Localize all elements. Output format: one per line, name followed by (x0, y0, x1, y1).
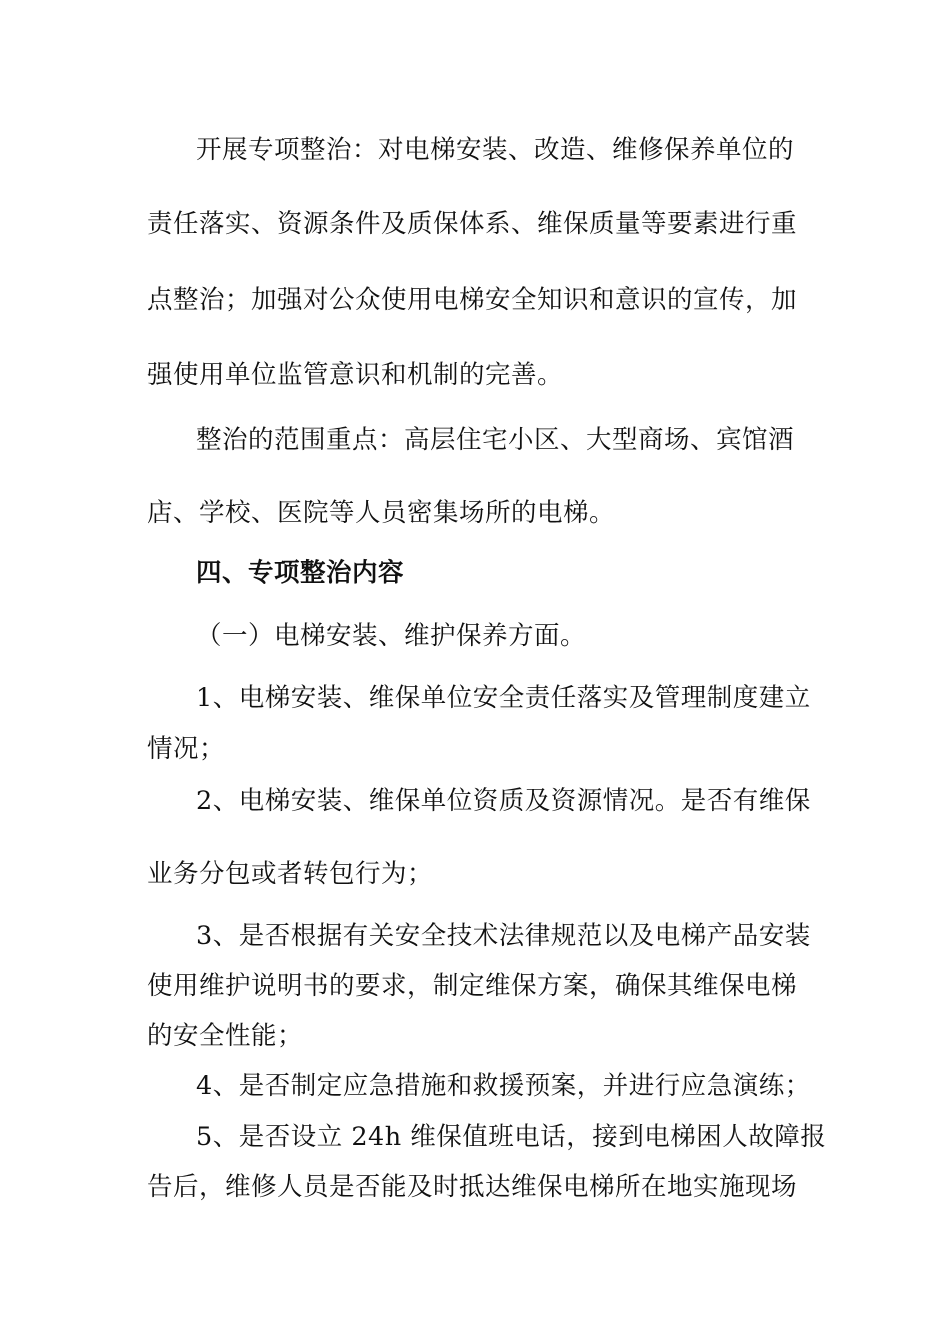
list-item-line: 5、是否设立 24h 维保值班电话，接到电梯困人故障报 (196, 1122, 827, 1152)
list-item-line: 情况； (147, 734, 226, 764)
subsection-heading: （一）电梯安装、维护保养方面。 (196, 621, 587, 651)
list-item-line: 4、是否制定应急措施和救援预案，并进行应急演练； (196, 1071, 811, 1101)
paragraph-line: 点整治；加强对公众使用电梯安全知识和意识的宣传，加 (147, 285, 798, 315)
section-heading: 四、专项整治内容 (196, 558, 405, 588)
paragraph-line: 强使用单位监管意识和机制的完善。 (147, 360, 564, 390)
paragraph-line: 责任落实、资源条件及质保体系、维保质量等要素进行重 (147, 209, 798, 239)
paragraph-line: 开展专项整治：对电梯安装、改造、维修保养单位的 (196, 135, 795, 165)
list-item-line: 的安全性能； (147, 1021, 304, 1051)
list-item-line: 使用维护说明书的要求，制定维保方案，确保其维保电梯 (147, 971, 798, 1001)
list-item-line: 1、电梯安装、维保单位安全责任落实及管理制度建立 (196, 683, 811, 713)
list-item-line: 告后，维修人员是否能及时抵达维保电梯所在地实施现场 (147, 1172, 798, 1202)
list-item-line: 2、电梯安装、维保单位资质及资源情况。是否有维保 (196, 786, 811, 816)
paragraph-line: 整治的范围重点：高层住宅小区、大型商场、宾馆酒 (196, 425, 795, 455)
list-item-line: 3、是否根据有关安全技术法律规范以及电梯产品安装 (196, 921, 811, 951)
paragraph-line: 店、学校、医院等人员密集场所的电梯。 (147, 498, 616, 528)
list-item-line: 业务分包或者转包行为； (147, 859, 434, 889)
